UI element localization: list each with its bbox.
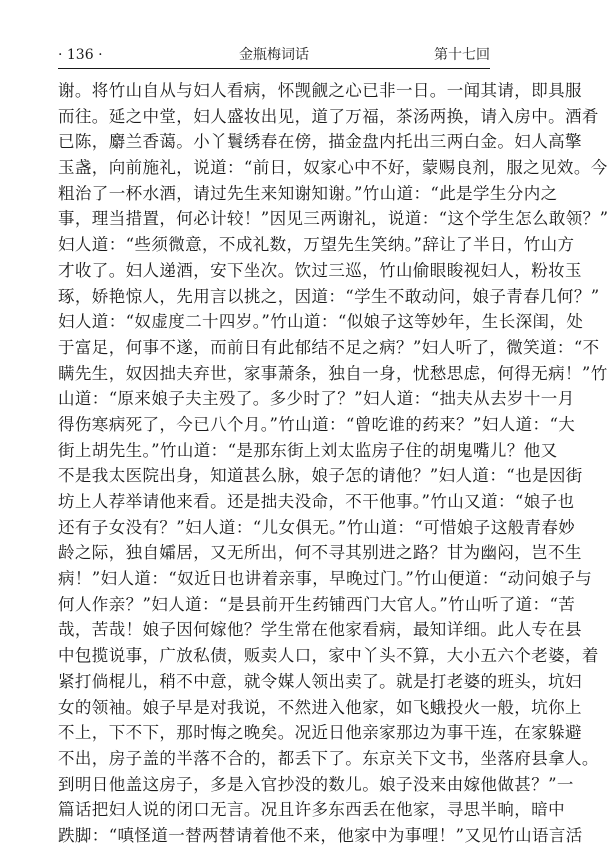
text-line: 妇人道：“奴虚度二十四岁。”竹山道：“似娘子这等妙年，生长深闺，处	[58, 312, 584, 332]
chapter-label: 第十七回	[434, 47, 490, 63]
header-rule	[58, 68, 490, 69]
text-line: 坊上人荐举请他来看。还是拙夫没命，不干他事。”竹山又道：“娘子也	[58, 492, 575, 511]
text-line: 而往。延之中堂，妇人盛妆出见，道了万福，茶汤两换，请入房中。酒肴	[58, 106, 599, 126]
text-line: 不出，房子盖的半落不合的，都丢下了。东京关下文书，坐落府县拿人。	[58, 748, 599, 768]
text-line: 妇人道：“些须微意，不成礼数，万望先生笑纳。”辞让了半日，竹山方	[58, 235, 575, 255]
text-line: 街上胡先生。”竹山道：“是那东街上刘太监房子住的胡鬼嘴儿？他又	[58, 440, 558, 460]
text-line: 还有子女没有？”妇人道：“儿女俱无。”竹山道：“可惜娘子这般青春妙	[58, 517, 576, 537]
text-line: 中包揽说事，广放私债，贩卖人口，家中丫头不算，大小五六个老婆，着	[58, 646, 599, 666]
text-line: 哉，苦哉！娘子因何嫁他？学生常在他家看病，最知详细。此人专在县	[58, 620, 582, 640]
text-line: 不上，下不下，那时悔之晚矣。况近日他亲家那边为事干连，在家躲避	[58, 723, 582, 743]
text-line: 琢，娇艳惊人，先用言以挑之，因道：“学生不敢动问，娘子青春几何？”	[58, 286, 600, 306]
page-number: · 136 ·	[58, 47, 103, 63]
text-line: 女的领袖。娘子早是对我说，不然进入他家，如飞蛾投火一般，坑你上	[58, 697, 582, 717]
text-line: 到明日他盖这房子，多是入官抄没的数儿。娘子没来由嫁他做甚？”一	[58, 774, 574, 794]
text-line: 粗治了一杯水酒，请过先生来知谢知谢。”竹山道：“此是学生分内之	[58, 183, 558, 203]
text-line: 何人作亲？”妇人道：“是县前开生药铺西门大官人。”竹山听了道：“苦	[58, 594, 576, 614]
text-line: 山道：“原来娘子夫主殁了。多少时了？”妇人道：“拙夫从去岁十一月	[58, 389, 575, 409]
page-header	[58, 44, 490, 66]
running-title: 金瓶梅词话	[239, 47, 309, 63]
text-line: 篇话把妇人说的闭口无言。况且许多东西丢在他家，寻思半晌，暗中	[58, 800, 565, 820]
text-line: 玉盏，向前施礼，说道：“前日，奴家心中不好，蒙赐良剂，服之见效。今	[58, 158, 608, 178]
text-line: 已陈，麝兰香蔼。小丫鬟绣春在傍，描金盘内托出三两白金。妇人高擎	[58, 132, 582, 152]
text-line: 紧打倘棍儿，稍不中意，就令媒人领出卖了。就是打老婆的班头，坑妇	[58, 671, 582, 691]
text-line: 事，理当措置，何必计较！”因见三两谢礼，说道：“这个学生怎么敢领？”	[58, 209, 608, 229]
text-line: 病！”妇人道：“奴近日也讲着亲事，早晚过门。”竹山便道：“动问娘子与	[58, 569, 593, 589]
text-line: 得伤寒病死了，今已八个月。”竹山道：“曾吃谁的药来？”妇人道：“大	[58, 414, 576, 434]
text-line: 龄之际，独自孀居，又无所出，何不寻其别进之路？甘为幽闷，岂不生	[58, 543, 582, 563]
text-line: 瞒先生，奴因拙夫弃世，家事萧条，独自一身，忧愁思虑，何得无病！”竹	[58, 363, 608, 383]
body-text	[58, 78, 608, 849]
text-line: 不是我太医院出身，知道甚么脉，娘子怎的请他？”妇人道：“也是因街	[58, 466, 583, 486]
text-line: 于富足，何事不遂，而前日有此郁结不足之病？”妇人听了，微笑道：“不	[58, 337, 600, 357]
text-line: 才收了。妇人递酒，安下坐次。饮过三巡，竹山偷眼睃视妇人，粉妆玉	[58, 260, 582, 280]
text-line: 跌脚：“嗔怪道一替两替请着他不来，他家中为事哩！”又见竹山语言活	[58, 825, 583, 845]
text-line: 谢。将竹山自从与妇人看病，怀觊觎之心已非一日。一闻其请，即具服	[58, 81, 582, 100]
